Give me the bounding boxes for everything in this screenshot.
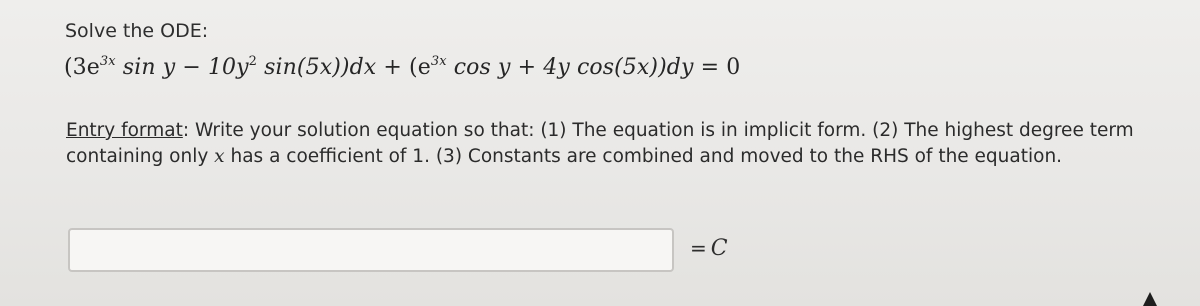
entry-format-label: Entry format <box>66 120 183 141</box>
eq-term3-open: + (e <box>376 55 431 80</box>
eq-dy: dy <box>666 55 694 80</box>
eq-rhs: = 0 <box>693 55 741 80</box>
cursor-arrow-icon <box>1143 292 1157 306</box>
entry-format-text: Write your solution equation so that: (1) The equation is in implicit form. (2) The highest degree term containing only <box>66 120 1134 167</box>
entry-format-instructions <box>66 118 1191 170</box>
answer-input[interactable] <box>68 228 674 272</box>
equals-constant <box>690 236 728 261</box>
eq-term2-exponent: 2 <box>248 54 258 69</box>
eq-dx: dx <box>349 55 377 80</box>
constant-c: C <box>710 236 728 261</box>
eq-term3-exponent: 3x <box>430 54 447 69</box>
ode-equation <box>64 55 740 80</box>
problem-heading: Solve the ODE: <box>65 20 209 42</box>
eq-term2-rest: sin(5x)) <box>257 55 350 80</box>
eq-term1-exponent: 3x <box>99 54 116 69</box>
eq-term3-rest: cos y + 4y cos(5x)) <box>446 55 667 80</box>
eq-term1-rest: sin y − 10y <box>115 55 249 80</box>
entry-format-variable: x <box>214 146 225 167</box>
entry-format-colon: : <box>182 120 195 141</box>
eq-term1-coef: (3e <box>64 55 100 80</box>
entry-format-text-end: has a coefficient of 1. (3) Constants are combined and moved to the RHS of the equation. <box>224 146 1063 167</box>
equals-sign: = <box>690 236 707 260</box>
